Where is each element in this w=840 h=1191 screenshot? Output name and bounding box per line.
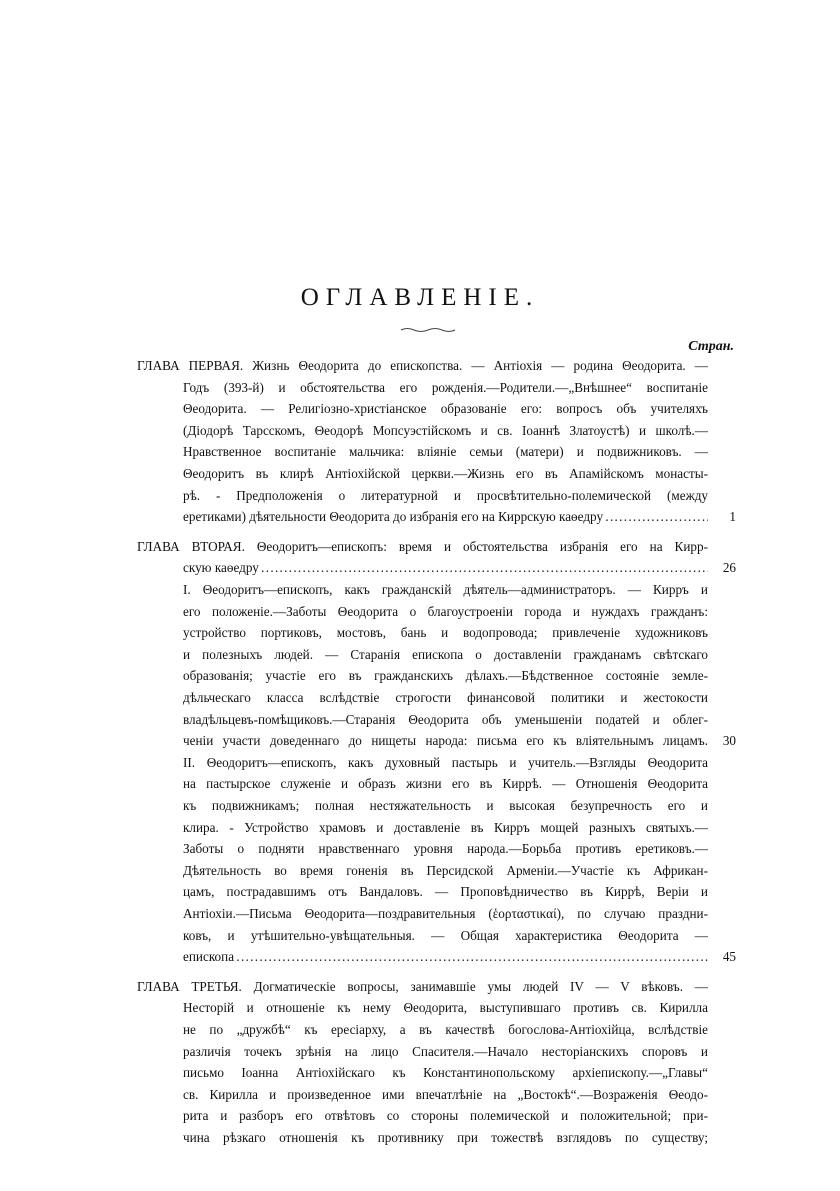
toc-line (0, 753, 840, 773)
toc-line-text: къ подвижникамъ; полная нестяжательность и высокая безупречность его и (183, 798, 708, 813)
toc-line (0, 947, 840, 967)
toc-line (0, 1063, 840, 1083)
toc-line-text: I. Θеодоритъ—епископъ, какъ гражданскій дѣятель—администраторъ. — Кирръ и (183, 582, 708, 597)
toc-line-text: клира. - Устройство храмовъ и доставленіе въ Кирръ мощей разныхъ святыхъ.— (183, 819, 708, 835)
toc-line (0, 998, 840, 1018)
toc-line (0, 645, 840, 665)
toc-page-number: 26 (722, 560, 736, 576)
toc-line (0, 1085, 840, 1105)
toc-line-text: ГЛАВА ТРЕТЬЯ. Догматическіе вопросы, занимавшіе умы людей IV — V вѣковъ. — (137, 978, 708, 994)
toc-line-text: владѣльцевъ-помѣщиковъ.—Старанія Θеодорита объ уменьшеніи податей и облег- (183, 711, 708, 727)
toc-page-number: 30 (722, 733, 736, 749)
toc-line (0, 537, 840, 557)
toc-line-text: ковъ, и утѣшительно-увѣщательныя. — Общая характеристика Θеодорита — (183, 927, 708, 943)
toc-line (0, 464, 840, 484)
toc-line (0, 904, 840, 924)
toc-line (0, 839, 840, 859)
toc-line (0, 399, 840, 419)
toc-line (0, 710, 840, 730)
toc-line (0, 688, 840, 708)
toc-line-text: ГЛАВА ВТОРАЯ. Θеодоритъ—епископъ: время и обстоятельства избранія его на Кирр- (137, 538, 708, 554)
toc-line (0, 882, 840, 902)
toc-line-text: на пастырское служеніе и образъ жизни его въ Киррѣ. — Отношенія Θеодорита (183, 776, 708, 792)
toc-line-text: св. Кирилла и произведенное ими впечатлѣніе на „Востокѣ“.—Возраженія Θеодо- (183, 1086, 708, 1102)
toc-line (0, 861, 840, 881)
toc-line-text: чина рѣзкаго отношенія къ противнику при тожествѣ взглядовъ по существу; (183, 1130, 708, 1145)
toc-line (0, 1128, 840, 1148)
toc-line-text: устройство портиковъ, мостовъ, бань и водопровода; привлеченіе художниковъ (183, 625, 708, 641)
toc-line-text: (Діодорѣ Тарсскомъ, Θеодорѣ Мопсуэстійскомъ и св. Іоаннѣ Златоустѣ) и школѣ.— (183, 422, 708, 438)
toc-line-text: ченіи участи доведеннаго до нищеты народа: письма его къ вліятельнымъ лицамъ. (183, 733, 708, 749)
toc-line-text: Антіохіи.—Письма Θеодорита—поздравительныя (ἑορταστικαί), по случаю праздни- (183, 906, 708, 921)
toc-line-text: рита и разборъ его отвѣтовъ со стороны полемической и положительной; при- (183, 1108, 708, 1124)
toc-line-text: Несторій и отношеніе къ нему Θеодорита, выступившаго противъ св. Кирилла (183, 1000, 708, 1016)
toc-line (0, 1106, 840, 1126)
toc-line-text: не по „дружбѣ“ къ ересіарху, а въ качествѣ богослова-Антіохійца, вслѣдствіе (183, 1022, 708, 1037)
page-title: ОГЛАВЛЕНІЕ. (300, 284, 540, 311)
toc-line (0, 731, 840, 751)
toc-line-text: Θеодоритъ въ клирѣ Антіохійской церкви.—Жизнь его въ Апамійскомъ монасты- (183, 466, 708, 481)
toc-line (0, 602, 840, 622)
toc-line-text: скую каѳедру . . . (183, 558, 708, 578)
toc-line (0, 774, 840, 794)
toc-line-text: Годъ (393-й) и обстоятельства его рожденія.—Родители.—„Внѣшнее“ воспитаніе (183, 379, 708, 395)
toc-line (0, 926, 840, 946)
toc-line-text: дѣльческаго класса вслѣдствіе строгости финансовой политики и жестокости (183, 690, 708, 705)
page-column-label: Стран. (688, 339, 734, 354)
toc-line (0, 378, 840, 398)
toc-line-text: Дѣятельность во время гоненія въ Персидской Арменіи.—Участіе къ Африкан- (183, 862, 708, 878)
toc-line-text: и полезныхъ людей. — Старанія епископа о доставленіи гражданамъ свѣтскаго (183, 646, 708, 662)
toc-line (0, 666, 840, 686)
toc-page-number: 1 (729, 509, 736, 525)
toc-line (0, 486, 840, 506)
toc-line-text: ГЛАВА ПЕРВАЯ. Жизнь Θеодорита до епископства. — Антіохія — родина Θеодорита. — (137, 358, 708, 373)
toc-line-text: цамъ, пострадавшимъ отъ Вандаловъ. — Проповѣдничество въ Киррѣ, Веріи и (183, 884, 708, 900)
toc-line-text: образованія; участіе его въ гражданскихъ дѣлахъ.—Бѣдственное состояніе земле- (183, 668, 708, 684)
toc-line (0, 356, 840, 376)
toc-line (0, 1020, 840, 1040)
ornament-rule (400, 327, 456, 333)
toc-line-text: рѣ. - Предположенія о литературной и просвѣтительно-полемической (между (183, 487, 708, 503)
toc-line-text: различія точекъ зрѣнія на лицо Спасителя.—Начало несторіанскихъ споровъ и (183, 1043, 708, 1059)
toc-line (0, 977, 840, 997)
toc-line (0, 796, 840, 816)
toc-line (0, 507, 840, 527)
toc-line (0, 558, 840, 578)
toc-page-number: 45 (722, 949, 736, 965)
toc-line-text: еретиками) дѣятельности Θеодорита до избранія его на Киррскую каѳедру . . . (183, 507, 708, 527)
toc-line-text: Θеодорита. — Религіозно-христіанское образованіе его: вопросъ объ учителяхъ (183, 401, 708, 417)
toc-line-text: епископа . . . (183, 947, 708, 967)
toc-line-text: письмо Іоанна Антіохійскаго къ Константинопольскому архіепископу.—„Главы“ (183, 1065, 708, 1081)
toc-line (0, 818, 840, 838)
toc-line (0, 442, 840, 462)
toc-line-text: его положеніе.—Заботы Θеодорита о благоустроеніи города и нуждахъ гражданъ: (183, 603, 708, 619)
toc-line (0, 421, 840, 441)
toc-line-text: Нравственное воспитаніе мальчика: вліяніе семьи (матери) и подвижниковъ. — (183, 444, 708, 460)
toc-line-text: II. Θеодоритъ—епископъ, какъ духовный пастырь и учитель.—Взгляды Θеодорита (183, 754, 708, 770)
toc-line-text: Заботы о подняти нравственнаго уровня народа.—Борьба противъ еретиковъ.— (183, 841, 708, 857)
toc-line (0, 1042, 840, 1062)
toc-line (0, 623, 840, 643)
toc-line (0, 580, 840, 600)
